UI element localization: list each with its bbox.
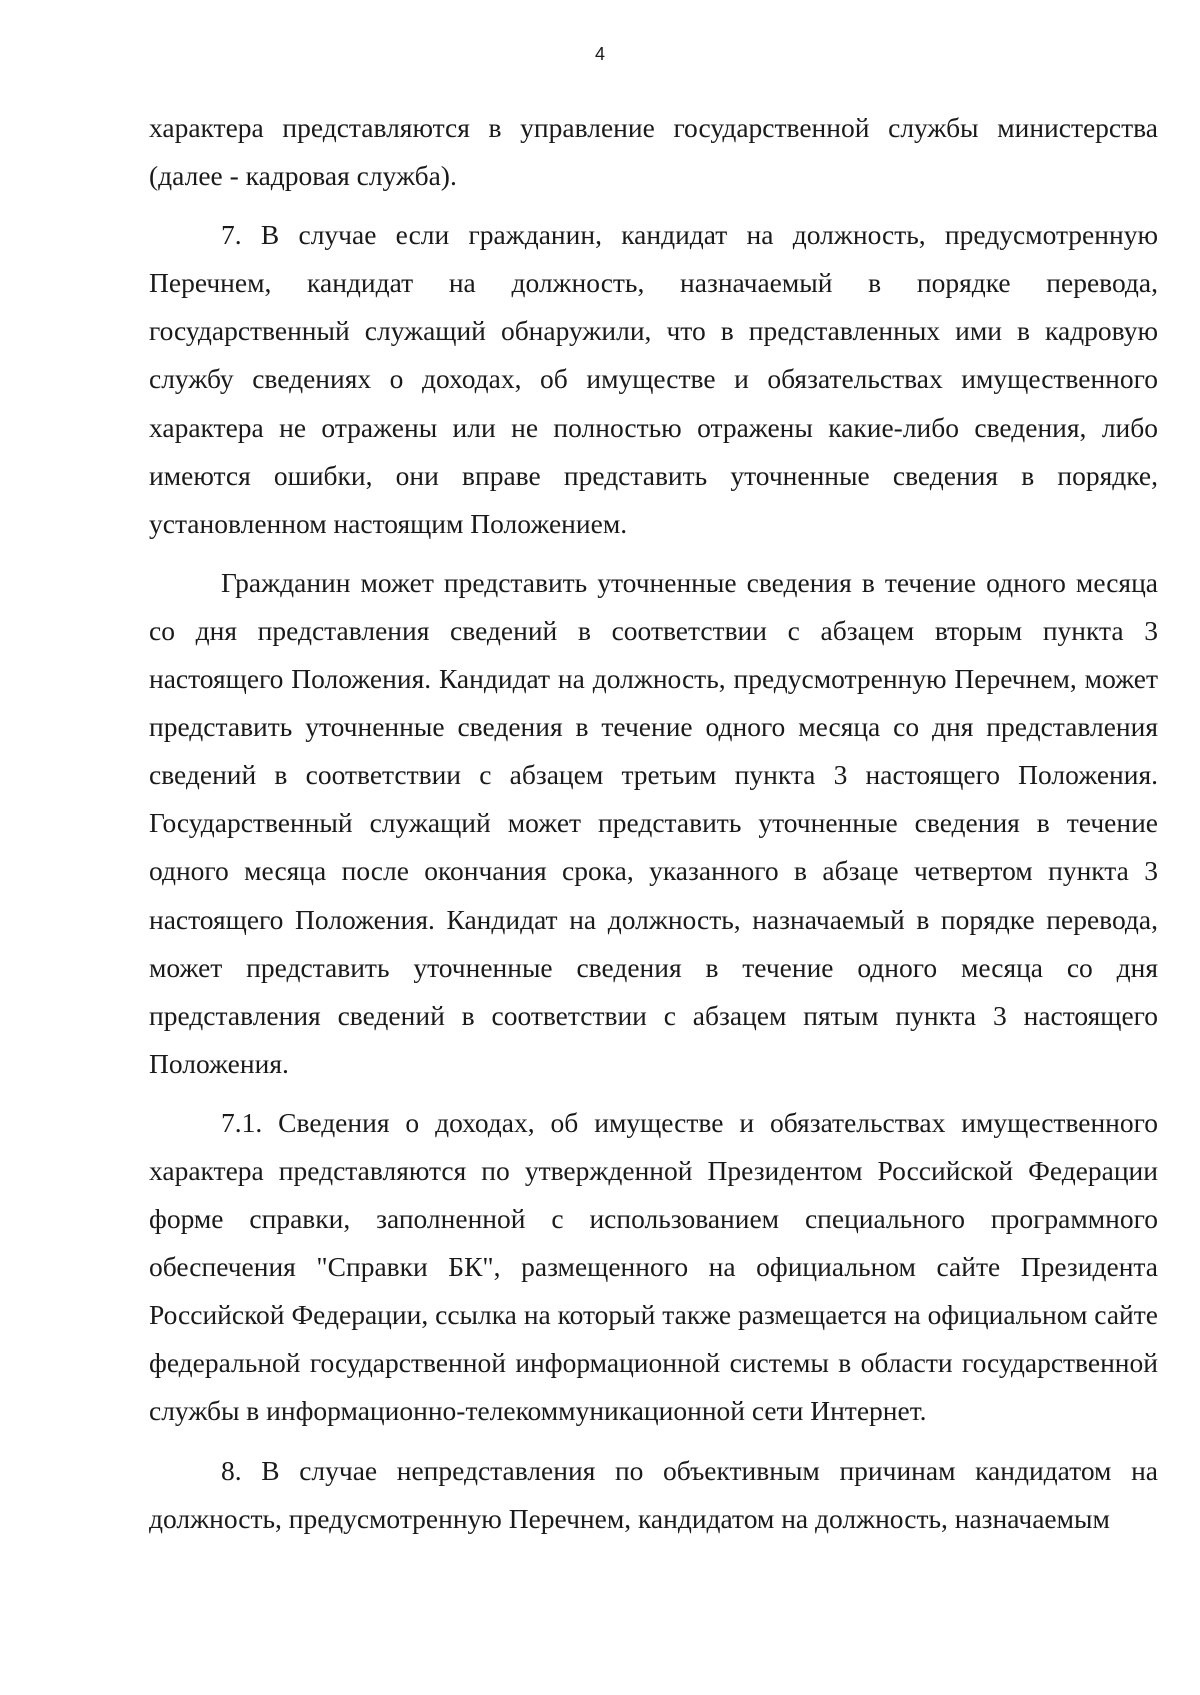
paragraph-item-8: 8. В случае непредставления по объективным причинам кандидатом на должность, предусмотренную Перечнем, кандидатом на должность, назначаемым [149, 1454, 1158, 1534]
document-body [149, 104, 1158, 1543]
paragraph-item-7: 7. В случае если гражданин, кандидат на должность, предусмотренную Перечнем, кандидат на должность, назначаемый в порядке перевода, государственный служащий обнаружили, что в представленных ими в кадровую службу сведениях о доходах, об имуществе и обязательствах имущественного характера не отражены или не полностью отражены какие-либо сведения, либо имеются ошибки, они вправе представить уточненные сведения в порядке, установленном настоящим Положением. [149, 219, 1158, 539]
paragraph-continuation: характера представляются в управление государственной службы министерства (далее - кадровая служба). [149, 112, 1158, 192]
paragraph-item-7-1: 7.1. Сведения о доходах, об имуществе и обязательствах имущественного характера представляются по утвержденной Президентом Российской Федерации форме справки, заполненной с использованием специального программного обеспечения "Справки БК", размещенного на официальном сайте Президента Российской Федерации, ссылка на который также размещается на официальном сайте федеральной государственной информационной системы в области государственной службы в информационно-телекоммуникационной сети Интернет. [149, 1106, 1158, 1427]
page-number: 4 [594, 44, 605, 64]
paragraph-item-7-clarification: Гражданин может представить уточненные сведения в течение одного месяца со дня представления сведений в соответствии с абзацем вторым пункта 3 настоящего Положения. Кандидат на должность, предусмотренную Перечнем, может представить уточненные сведения в течение одного месяца со дня представления сведений в соответствии с абзацем третьим пункта 3 настоящего Положения. Государственный служащий может представить уточненные сведения в течение одного месяца после окончания срока, указанного в абзаце четвертом пункта 3 настоящего Положения. Кандидат на должность, назначаемый в порядке перевода, может представить уточненные сведения в течение одного месяца со дня представления сведений в соответствии с абзацем пятым пункта 3 настоящего Положения. [149, 566, 1158, 1079]
